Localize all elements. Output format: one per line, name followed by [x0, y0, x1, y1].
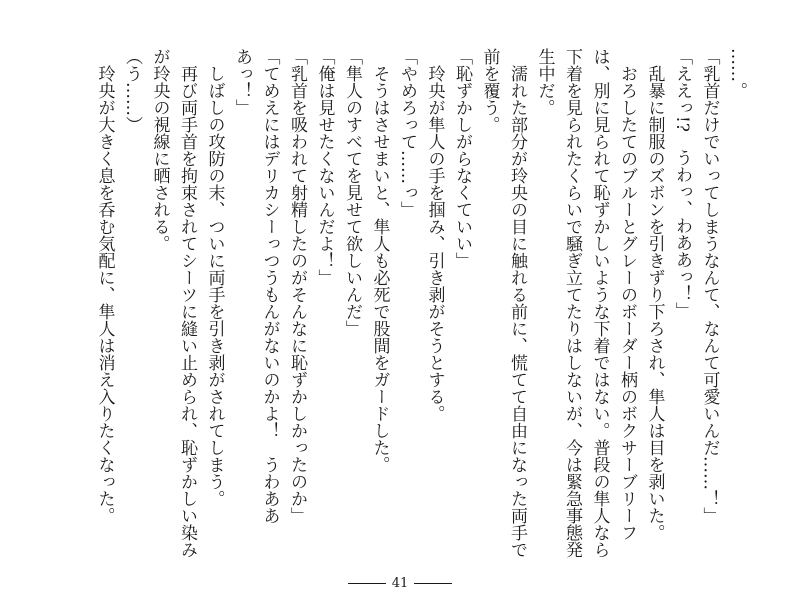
text-line: 「ええっ!? うわっ、わああっ！」 — [672, 48, 692, 319]
vertical-text-body — [30, 48, 750, 560]
text-line: 「やめろって……っ」 — [397, 48, 417, 218]
text-line: 「乳首だけでいってしまうなんて、なんて可愛いんだ……！」 — [699, 48, 720, 524]
text-line: 生中だ。 — [534, 48, 555, 116]
text-line: ……。 — [727, 48, 747, 99]
page-number: 41 — [391, 576, 409, 591]
text-line: 「俺は見せたくないんだよ！」 — [314, 48, 335, 286]
right-rule-divider — [414, 583, 452, 584]
text-line: が玲央の視線に晒される。 — [149, 48, 170, 252]
text-line: 「乳首を吸われて射精したのがそんなに恥ずかしかったのか」 — [287, 48, 307, 524]
text-line: 玲央が隼人の手を掴み、引き剥がそうとする。 — [424, 48, 445, 422]
text-line: 濡れた部分が玲央の目に触れる前に、慌てて自由になった両手で — [507, 48, 527, 558]
text-line: 乱暴に制服のズボンを引きずり下ろされ、隼人は目を剥いた。 — [644, 48, 665, 541]
text-line: 玲央が大きく息を呑む気配に、隼人は消え入りたくなった。 — [94, 48, 115, 524]
text-line: 「てめえにはデリカシーっつうもんがないのかよ！ うわああ — [259, 48, 280, 524]
text-line: しばしの攻防の末、ついに両手を引き剥がされてしまう。 — [204, 48, 225, 507]
text-line: 再び両手首を拘束されてシーツに縫い止められ、恥ずかしい染み — [177, 48, 197, 558]
text-line: あっ！」 — [232, 48, 252, 116]
left-rule-divider — [348, 583, 386, 584]
text-line: 前を覆う。 — [479, 48, 500, 133]
text-line: おろしたてのブルーとグレーのボーダー柄のボクサーブリーフ — [617, 48, 637, 541]
text-line: （う……） — [122, 48, 142, 133]
text-line: そうはさせまいと、隼人も必死で股間をガードした。 — [369, 48, 390, 473]
text-line: 「恥ずかしがらなくていい」 — [452, 48, 472, 269]
text-line: 下着を見られたくらいで騒ぎ立てたりはしないが、今は緊急事態発 — [562, 48, 582, 558]
text-line: は、別に見られて恥ずかしいような下着ではない。普段の隼人なら — [589, 48, 610, 558]
page-number-footer — [0, 576, 800, 591]
text-line: 「隼人のすべてを見せて欲しいんだ」 — [342, 48, 362, 337]
